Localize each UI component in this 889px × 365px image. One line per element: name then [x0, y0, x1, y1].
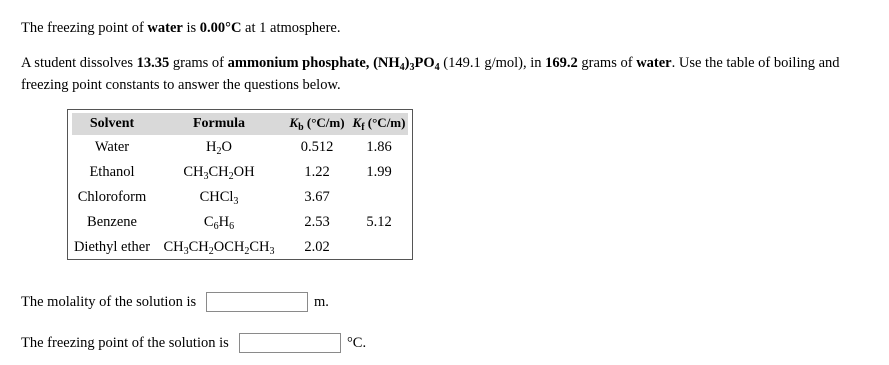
formula-part: H	[206, 139, 217, 155]
formula-part: CH	[188, 239, 209, 255]
solute-name	[228, 55, 440, 71]
solvent-cell: Water	[94, 139, 130, 155]
problem-text-2: grams of	[169, 55, 228, 71]
header-solvent: Solvent	[89, 116, 135, 131]
formula-subscript: 3	[269, 246, 275, 257]
molality-input[interactable]	[206, 292, 308, 312]
molar-mass: (149.1 g/mol), in	[439, 55, 546, 71]
solute-formula-part: )	[404, 55, 410, 71]
intro-suffix: at 1 atmosphere.	[241, 20, 341, 36]
solute-formula-sub: 3	[409, 62, 415, 73]
header-formula: Formula	[192, 116, 246, 131]
solute-formula-sub: 4	[399, 62, 405, 73]
formula-cell	[152, 164, 286, 181]
solvent-cell: Benzene	[87, 214, 137, 230]
kf-cell: 1.86	[366, 139, 392, 155]
formula-subscript: 2	[216, 146, 222, 157]
formula-subscript: 2	[244, 246, 250, 257]
solute-name-text: ammonium phosphate,	[227, 55, 374, 71]
formula-subscript: 3	[233, 196, 239, 207]
solute-formula-sub: 4	[434, 62, 440, 73]
header-kb	[286, 115, 348, 131]
solute-formula-part: (NH	[373, 55, 400, 71]
kf-unit: (°C/m)	[364, 115, 406, 130]
formula-part: H	[218, 214, 230, 230]
intro-freezing-value: 0.00°C	[199, 20, 242, 36]
kb-cell: 3.67	[304, 189, 330, 205]
formula-part: CH	[183, 164, 204, 180]
kf-cell: 5.12	[366, 214, 392, 230]
formula-subscript: 3	[183, 246, 189, 257]
kb-cell: 1.22	[304, 164, 330, 180]
formula-subscript: 2	[228, 171, 234, 182]
kf-cell: 1.99	[366, 164, 392, 180]
intro-middle: is	[182, 20, 200, 36]
solvent-cell: Chloroform	[77, 189, 147, 205]
formula-cell	[152, 214, 286, 231]
kb-cell: 0.512	[300, 139, 334, 155]
formula-part: OCH	[213, 239, 245, 255]
kb-subscript: b	[298, 122, 304, 133]
problem-text-3: grams of	[577, 55, 637, 71]
formula-subscript: 3	[203, 171, 209, 182]
formula-part: C	[203, 214, 214, 230]
formula-cell	[152, 189, 286, 206]
problem-statement	[21, 52, 871, 96]
formula-part: CH	[249, 239, 270, 255]
kf-subscript: f	[361, 122, 365, 133]
formula-subscript: 2	[208, 246, 214, 257]
solvent-cell: Ethanol	[89, 164, 135, 180]
formula-part: O	[221, 139, 232, 155]
molality-label: The molality of the solution is	[21, 294, 197, 310]
problem-text-4: . Use the table of boiling and freezing point constants to answer the questions below.	[21, 55, 840, 93]
intro-substance: water	[147, 20, 183, 36]
kf-symbol: K	[352, 115, 362, 130]
solute-mass: 13.35	[136, 55, 170, 71]
solvent-mass: 169.2	[545, 55, 578, 71]
kb-symbol: K	[289, 115, 299, 130]
intro-line	[21, 20, 340, 37]
header-kf	[348, 115, 410, 131]
molality-unit: m.	[314, 294, 329, 310]
formula-cell	[152, 239, 286, 256]
kb-cell: 2.02	[304, 239, 330, 255]
kb-unit: (°C/m)	[303, 115, 345, 130]
problem-text-1: A student dissolves	[21, 55, 137, 71]
freezing-point-input[interactable]	[239, 333, 341, 353]
freezing-point-unit: °C.	[347, 335, 367, 351]
formula-subscript: 6	[213, 221, 219, 232]
formula-part: OH	[233, 164, 255, 180]
formula-part: CH	[208, 164, 229, 180]
intro-prefix: The freezing point of	[21, 20, 148, 36]
kb-cell: 2.53	[304, 214, 330, 230]
solvent-cell: Diethyl ether	[73, 239, 151, 255]
formula-cell	[152, 139, 286, 156]
formula-part: CH	[163, 239, 184, 255]
formula-part: CHCl	[199, 189, 234, 205]
solute-formula-part: PO	[414, 55, 435, 71]
solvent-name: water	[636, 55, 672, 71]
formula-subscript: 6	[229, 221, 235, 232]
freezing-point-label: The freezing point of the solution is	[21, 335, 229, 351]
constants-table	[67, 109, 413, 260]
